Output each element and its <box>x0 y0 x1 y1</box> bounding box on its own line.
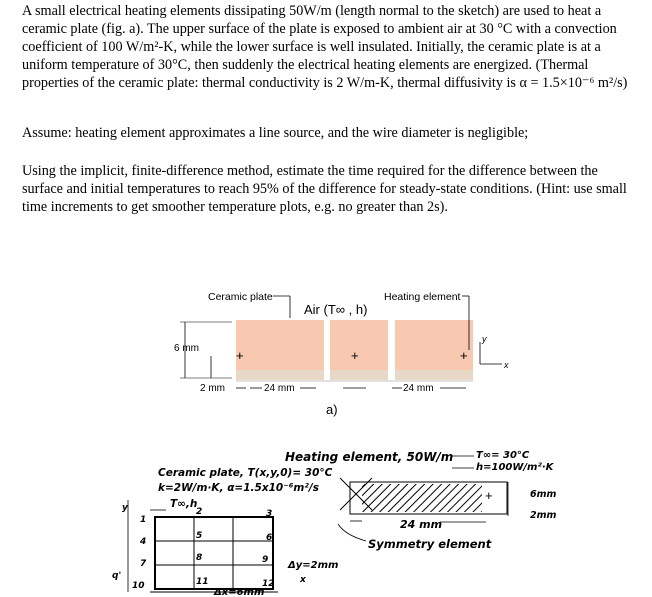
problem-paragraph-2: Assume: heating element approximates a line source, and the wire diameter is negligible; <box>22 125 529 141</box>
node-label-9: 9 <box>262 555 269 565</box>
node-label-6: 6 <box>266 533 273 543</box>
axis-y-b: y <box>122 503 128 513</box>
symmetry-label: Symmetry element <box>368 537 492 551</box>
node-label-1: 1 <box>140 515 147 525</box>
problem-paragraph-1: A small electrical heating elements dissipating 50W/m (length normal to the sketch) are used to heat a ceramic plate (fig. a). The upper surface of the plate is exposed to ambient air at 30 °C with a convection coefficient of 100 W/m²-K, while the lower surface is well insulated. Initially, the ceramic plate is at a uniform temperature of 30°C, then suddenly the electrical heating elements are energized. (Thermal properties of the ceramic plate: thermal conductivity is 2 W/m-K, thermal diffusivity is α = 1.5×10⁻⁶ m²/s) <box>22 3 628 91</box>
node-label-5: 5 <box>196 531 203 541</box>
node-grid <box>150 517 278 592</box>
node-label-12: 12 <box>262 579 275 589</box>
axis-y-a: y <box>482 334 487 344</box>
ceramic-props-line2: k=2W/m·K, α=1.5x10⁻⁶m²/s <box>158 482 319 494</box>
legend-tinf: T∞= 30°C <box>476 450 530 461</box>
node-label-11: 11 <box>196 577 209 587</box>
delta-x-label: Δx=6mm <box>214 587 265 597</box>
problem-paragraph-3: Using the implicit, finite-difference method, estimate the time required for the difference between the surface and initial temperatures to reach 95% of the difference for steady-state conditions. (Hint: use small time increments to get smoother temperature plots, e.g. no greater than 2s). <box>22 163 627 215</box>
node-label-3: 3 <box>266 509 273 519</box>
caption-a: a) <box>326 402 338 417</box>
node-label-10: 10 <box>132 581 145 591</box>
axis-x-a: x <box>504 360 509 370</box>
axis-x-b: x <box>300 575 306 585</box>
dim-24mm-b: 24 mm <box>400 518 443 531</box>
node-label-7: 7 <box>140 559 147 569</box>
dim-thickness: 6 mm <box>174 343 199 354</box>
dim-2mm-b: 2mm <box>530 510 557 521</box>
label-heating-element: Heating element <box>384 291 461 303</box>
q-label: q' <box>112 571 122 581</box>
heating-element-label: Heating element, 50W/m <box>285 450 454 464</box>
heater-mark-2: + <box>351 348 359 363</box>
legend-h: h=100W/m²·K <box>476 462 554 473</box>
dim-24mm-a: 24 mm <box>264 383 295 394</box>
dim-24mm-b: 24 mm <box>403 383 434 394</box>
delta-y-label: Δy=2mm <box>288 560 339 571</box>
node-label-4: 4 <box>140 537 147 547</box>
node-label-8: 8 <box>196 553 203 563</box>
label-air: Air (T∞ , h) <box>304 302 368 317</box>
label-ceramic-plate: Ceramic plate <box>208 291 273 303</box>
heater-mark-1: + <box>236 348 244 363</box>
node-label-2: 2 <box>196 507 203 517</box>
tinf-h-label: T∞,h <box>170 498 198 510</box>
ceramic-props-line1: Ceramic plate, T(x,y,0)= 30°C <box>158 467 333 479</box>
dim-2mm: 2 mm <box>200 383 225 394</box>
dim-6mm-b: 6mm <box>530 489 557 500</box>
svg-text:+: + <box>485 488 493 503</box>
heater-mark-3: + <box>460 348 468 363</box>
